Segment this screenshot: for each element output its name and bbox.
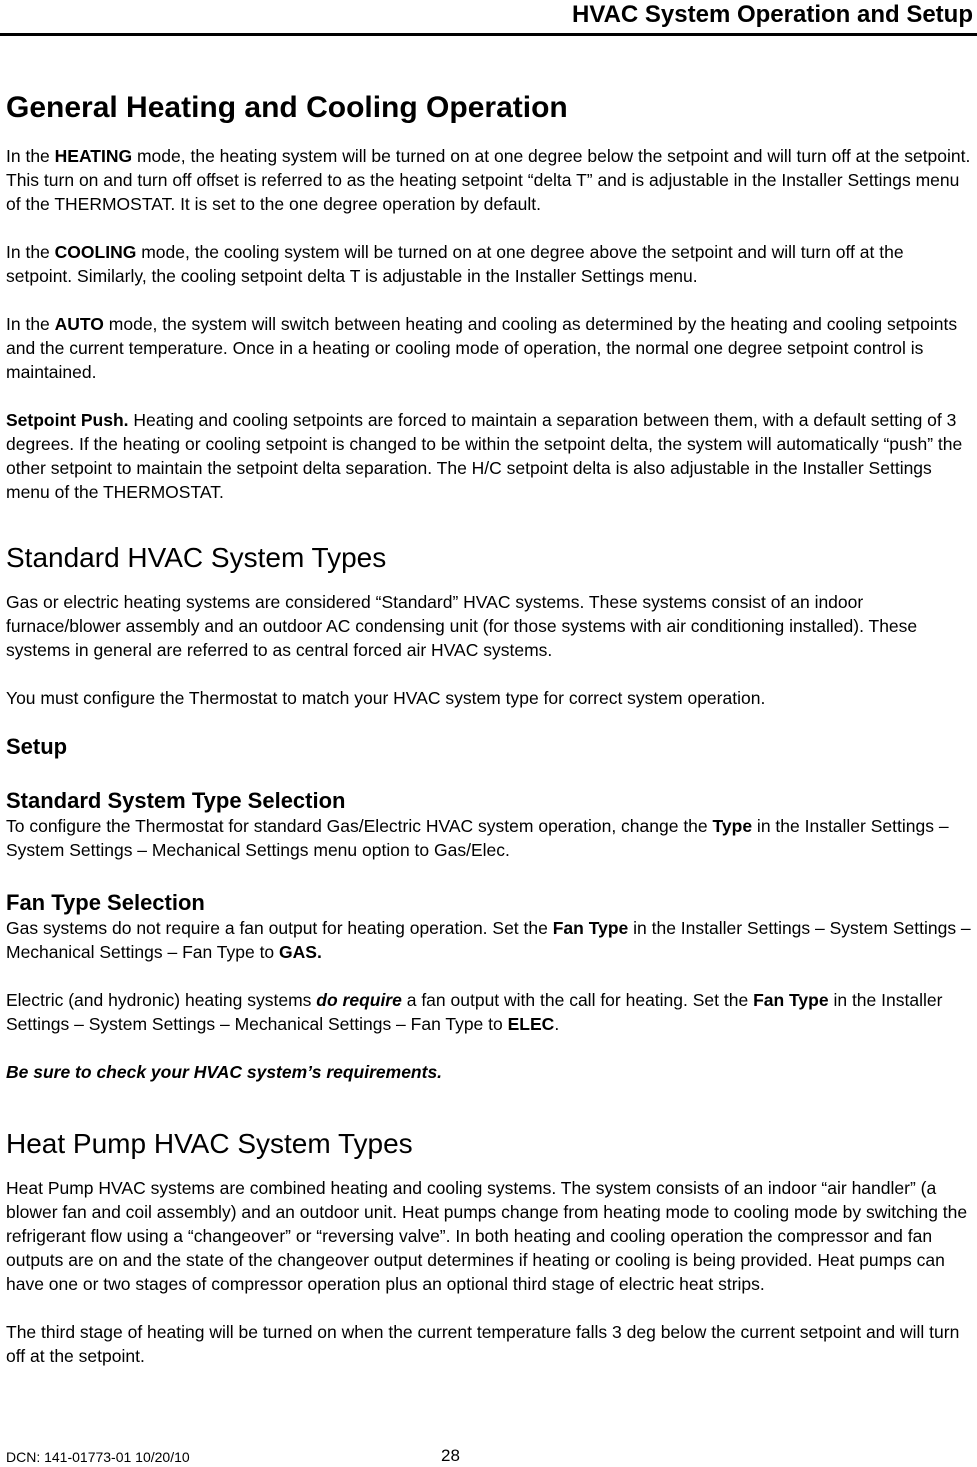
third-stage-paragraph: The third stage of heating will be turned on when the current temperature falls 3 deg below the current setpoint and will turn off at the setpoint. bbox=[6, 1322, 960, 1366]
setpoint-push-label: Setpoint Push. bbox=[6, 410, 129, 430]
fan-type-title: Fan Type Selection bbox=[6, 890, 205, 915]
auto-mode-label: AUTO bbox=[54, 314, 104, 334]
header-rule bbox=[0, 33, 977, 36]
heat-pump-title: Heat Pump HVAC System Types bbox=[6, 1128, 413, 1159]
heating-mode-label: HEATING bbox=[54, 146, 133, 166]
footer-dcn: DCN: 141-01773-01 10/20/10 bbox=[6, 1449, 190, 1465]
page-content bbox=[6, 88, 972, 1368]
auto-paragraph: In the AUTO mode, the system will switch between heating and cooling as determined by the heating and cooling setpoints and the current temperature. Once in a heating or cooling mode of operation, the normal one degree setpoint control is maintained. bbox=[6, 314, 958, 382]
fan-elec-paragraph: Electric (and hydronic) heating systems do require a fan output with the call for heating. Set the Fan Type in the Installer Settings – System Settings – Mechanical Settings – Fan Type to ELEC. bbox=[6, 990, 943, 1034]
standard-types-paragraph: Gas or electric heating systems are considered “Standard” HVAC systems. These systems consist of an indoor furnace/blower assembly and an outdoor AC condensing unit (for those systems with air conditioning installed). These systems in general are referred to as central forced air HVAC systems. bbox=[6, 592, 918, 660]
setup-title: Setup bbox=[6, 734, 68, 759]
page-header-title: HVAC System Operation and Setup bbox=[572, 1, 973, 28]
setpoint-push-paragraph: Setpoint Push. Heating and cooling setpoints are forced to maintain a separation between them, with a default setting of 3 degrees. If the heating or cooling setpoint is changed to be within the setpoint delta, the system will automatically “push” the other setpoint to maintain the setpoint delta separation. The H/C setpoint delta is also adjustable in the Installer Settings menu of the THERMOSTAT. bbox=[6, 410, 963, 502]
heat-pump-paragraph: Heat Pump HVAC systems are combined heating and cooling systems. The system consists of an indoor “air handler” (a blower fan and coil assembly) and an outdoor unit. Heat pumps change from heating mode to cooling mode by switching the refrigerant flow using a “changeover” or “reversing valve”. In both heating and cooling operation the compressor and fan outputs are on and the state of the changeover output determines if heating or cooling is being provided. Heat pumps can have one or two stages of compressor operation plus an optional third stage of electric heat strips. bbox=[6, 1178, 968, 1294]
configure-paragraph: You must configure the Thermostat to match your HVAC system type for correct system operation. bbox=[6, 688, 766, 708]
page-number: 28 bbox=[441, 1446, 460, 1465]
heating-paragraph: In the HEATING mode, the heating system will be turned on at one degree below the setpoint and will turn off at the setpoint. This turn on and turn off offset is referred to as the heating setpoint “delta T” and is adjustable in the Installer Settings menu of the THERMOSTAT. It is set to the one degree operation by default. bbox=[6, 146, 971, 214]
standard-types-title: Standard HVAC System Types bbox=[6, 542, 387, 573]
standard-system-type-title: Standard System Type Selection bbox=[6, 788, 346, 813]
general-operation-title: General Heating and Cooling Operation bbox=[6, 91, 568, 124]
fan-gas-paragraph: Gas systems do not require a fan output for heating operation. Set the Fan Type in the Installer Settings – System Settings – Mechanical Settings – Fan Type to GAS. bbox=[6, 918, 971, 962]
cooling-paragraph: In the COOLING mode, the cooling system will be turned on at one degree above the setpoint and will turn off at the setpoint. Similarly, the cooling setpoint delta T is adjustable in the Installer Settings menu. bbox=[6, 242, 904, 286]
standard-system-type-paragraph: To configure the Thermostat for standard Gas/Electric HVAC system operation, change the Type in the Installer Settings – System Settings – Mechanical Settings menu option to Gas/Elec. bbox=[6, 816, 949, 860]
cooling-mode-label: COOLING bbox=[54, 242, 137, 262]
be-sure-note: Be sure to check your HVAC system’s requirements. bbox=[6, 1062, 443, 1082]
